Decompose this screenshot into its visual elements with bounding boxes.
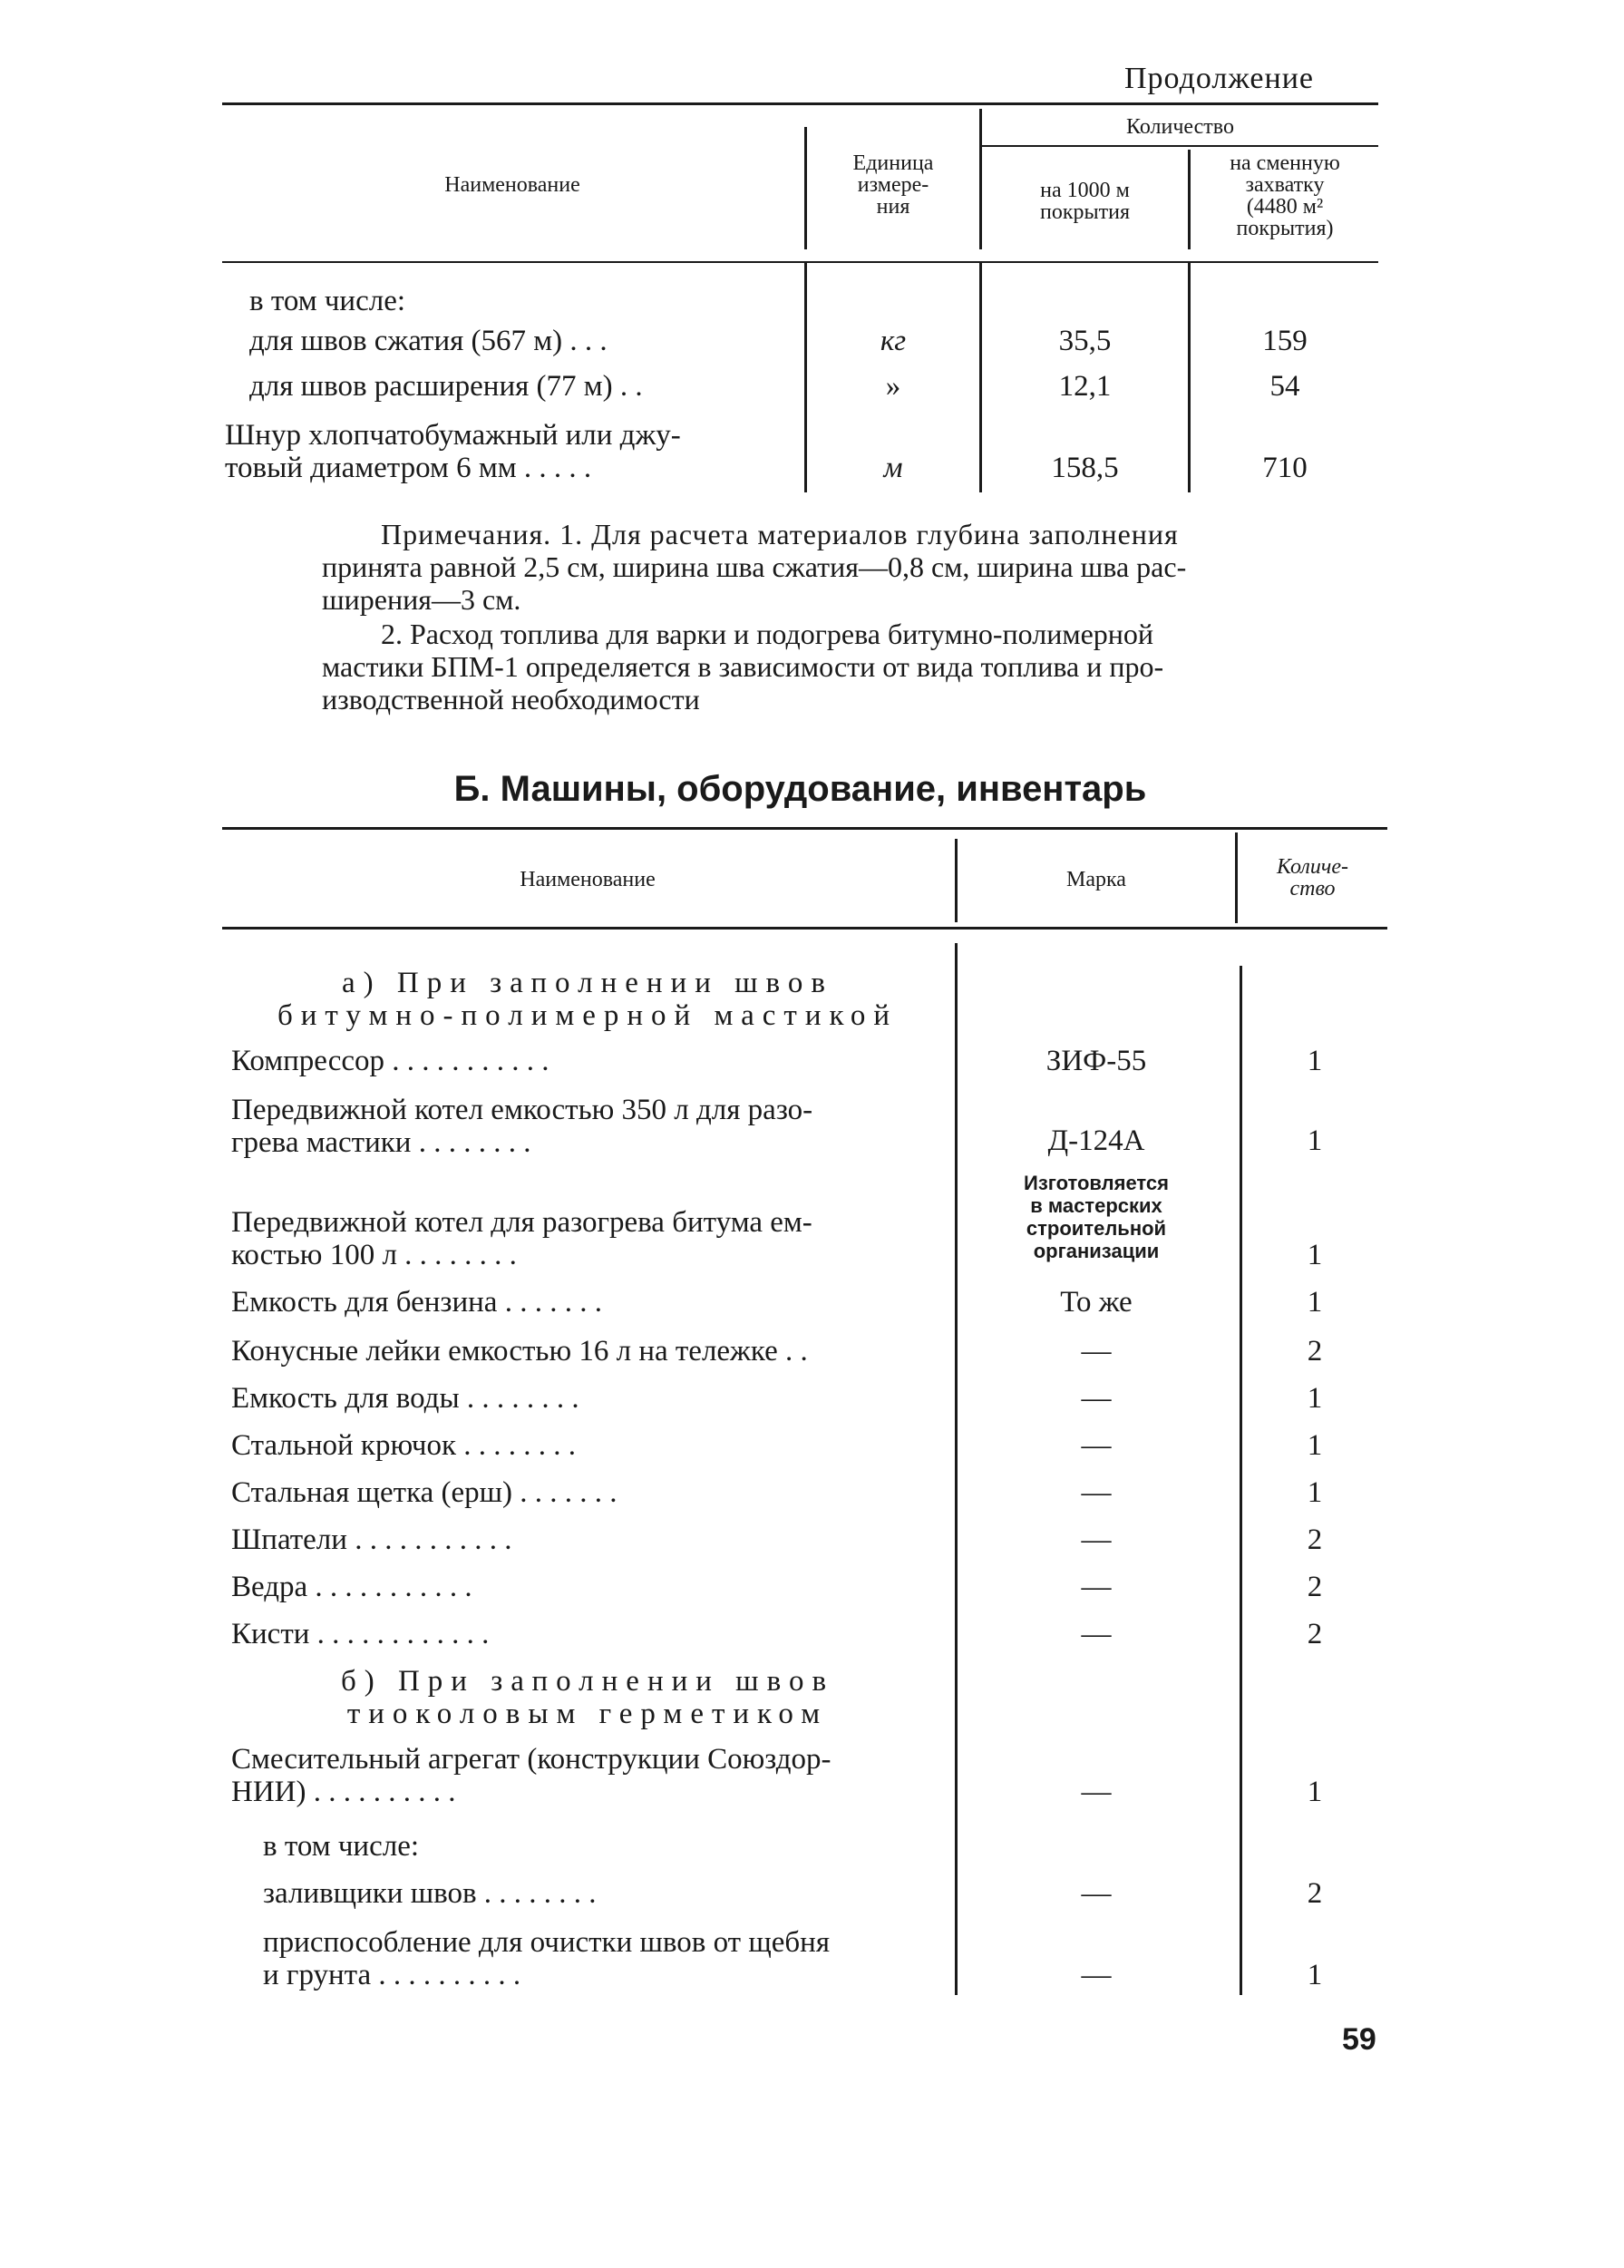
- qty-per-shift-cell: 159: [1262, 325, 1308, 357]
- brand-cell: —: [1081, 1618, 1112, 1650]
- continuation-label: Продолжение: [1124, 62, 1315, 95]
- brand-cell: Изготовляется в мастерских строительной организации: [1024, 1172, 1169, 1262]
- brand-cell: —: [1081, 1335, 1112, 1368]
- table-row: Стальной крючок . . . . . . . .: [231, 1429, 576, 1462]
- brand-cell: —: [1081, 1429, 1112, 1462]
- header-name: Наименование: [444, 173, 580, 197]
- table-row: Компрессор . . . . . . . . . . .: [231, 1045, 549, 1077]
- header-per-shift: на сменную захватку (4480 м² покрытия): [1230, 151, 1340, 240]
- table-row: заливщики швов . . . . . . . .: [263, 1877, 597, 1910]
- table-row: Смесительный агрегат (конструкции Союздор- НИИ) . . . . . . . . . .: [231, 1743, 831, 1808]
- table-row: Кисти . . . . . . . . . . . .: [231, 1618, 490, 1650]
- qty-per-1000-cell: 12,1: [1058, 370, 1112, 403]
- qty-cell: 2: [1307, 1877, 1323, 1910]
- qty-per-shift-cell: 710: [1262, 452, 1308, 484]
- brand-cell: —: [1081, 1476, 1112, 1509]
- qty-cell: 2: [1307, 1571, 1323, 1603]
- table-row: приспособление для очистки швов от щебня и грунта . . . . . . . . . .: [263, 1926, 831, 1991]
- qty-cell: 2: [1307, 1523, 1323, 1556]
- brand-cell: —: [1081, 1959, 1112, 1991]
- table-row: Передвижной котел емкостью 350 л для разо- грева мастики . . . . . . . .: [231, 1094, 813, 1159]
- note-line: Примечания. 1. Для расчета материалов глубина заполнения: [381, 518, 1179, 550]
- brand-cell: Д-124А: [1047, 1124, 1145, 1157]
- qty-cell: 1: [1307, 1776, 1323, 1808]
- table-row: для швов расширения (77 м) . .: [249, 370, 643, 403]
- unit-cell: »: [885, 370, 901, 403]
- header-quantity: Количе- ство: [1277, 855, 1348, 900]
- table-row: Стальная щетка (ерш) . . . . . . .: [231, 1476, 618, 1509]
- qty-per-1000-cell: 35,5: [1058, 325, 1112, 357]
- qty-cell: 1: [1307, 1045, 1323, 1077]
- qty-per-shift-cell: 54: [1269, 370, 1300, 403]
- header-per-1000: на 1000 м покрытия: [1040, 179, 1130, 224]
- page-number: 59: [1342, 2022, 1376, 2057]
- header-brand: Марка: [1066, 868, 1126, 891]
- qty-cell: 1: [1307, 1476, 1323, 1509]
- table-row: в том числе:: [249, 285, 406, 317]
- group-heading: б) При заполнении швов тиоколовым герметиком: [340, 1665, 835, 1730]
- qty-cell: 1: [1307, 1959, 1323, 1991]
- table-row: Ведра . . . . . . . . . . .: [231, 1571, 472, 1603]
- table-row: Шпатели . . . . . . . . . . .: [231, 1523, 512, 1556]
- brand-cell: —: [1081, 1382, 1112, 1415]
- table-row: в том числе:: [263, 1830, 420, 1863]
- header-quantity: Количество: [1126, 115, 1234, 139]
- unit-cell: кг: [880, 325, 907, 357]
- table-row: Шнур хлопчатобумажный или джу- товый диаметром 6 мм . . . . .: [225, 419, 681, 484]
- note-line: изводственной необходимости: [322, 683, 700, 715]
- table-row: Конусные лейки емкостью 16 л на тележке . .: [231, 1335, 808, 1368]
- note-line: принята равной 2,5 см, ширина шва сжатия—0,8 см, ширина шва рас-: [322, 550, 1187, 583]
- unit-cell: м: [883, 452, 903, 484]
- qty-cell: 1: [1307, 1429, 1323, 1462]
- note-line: 2. Расход топлива для варки и подогрева битумно-полимерной: [381, 618, 1154, 650]
- brand-cell: —: [1081, 1776, 1112, 1808]
- brand-cell: То же: [1060, 1286, 1133, 1319]
- note-line: мастики БПМ-1 определяется в зависимости от вида топлива и про-: [322, 650, 1164, 683]
- brand-cell: —: [1081, 1877, 1112, 1910]
- note-line: ширения—3 см.: [322, 583, 521, 616]
- brand-cell: —: [1081, 1571, 1112, 1603]
- brand-cell: —: [1081, 1523, 1112, 1556]
- qty-cell: 2: [1307, 1618, 1323, 1650]
- table-row: для швов сжатия (567 м) . . .: [249, 325, 608, 357]
- section-title: Б. Машины, оборудование, инвентарь: [453, 769, 1147, 809]
- qty-cell: 1: [1307, 1124, 1323, 1157]
- qty-cell: 1: [1307, 1239, 1323, 1271]
- header-unit: Единица измере- ния: [852, 151, 934, 219]
- group-heading: а) При заполнении швов битумно-полимерной мастикой: [277, 967, 899, 1032]
- table-row: Емкость для бензина . . . . . . .: [231, 1286, 602, 1319]
- qty-cell: 1: [1307, 1286, 1323, 1319]
- table-row: Емкость для воды . . . . . . . .: [231, 1382, 579, 1415]
- qty-per-1000-cell: 158,5: [1051, 452, 1119, 484]
- header-name: Наименование: [520, 868, 656, 891]
- brand-cell: ЗИФ-55: [1045, 1045, 1147, 1077]
- qty-cell: 1: [1307, 1382, 1323, 1415]
- qty-cell: 2: [1307, 1335, 1323, 1368]
- table-row: Передвижной котел для разогрева битума ем- костью 100 л . . . . . . . .: [231, 1206, 812, 1271]
